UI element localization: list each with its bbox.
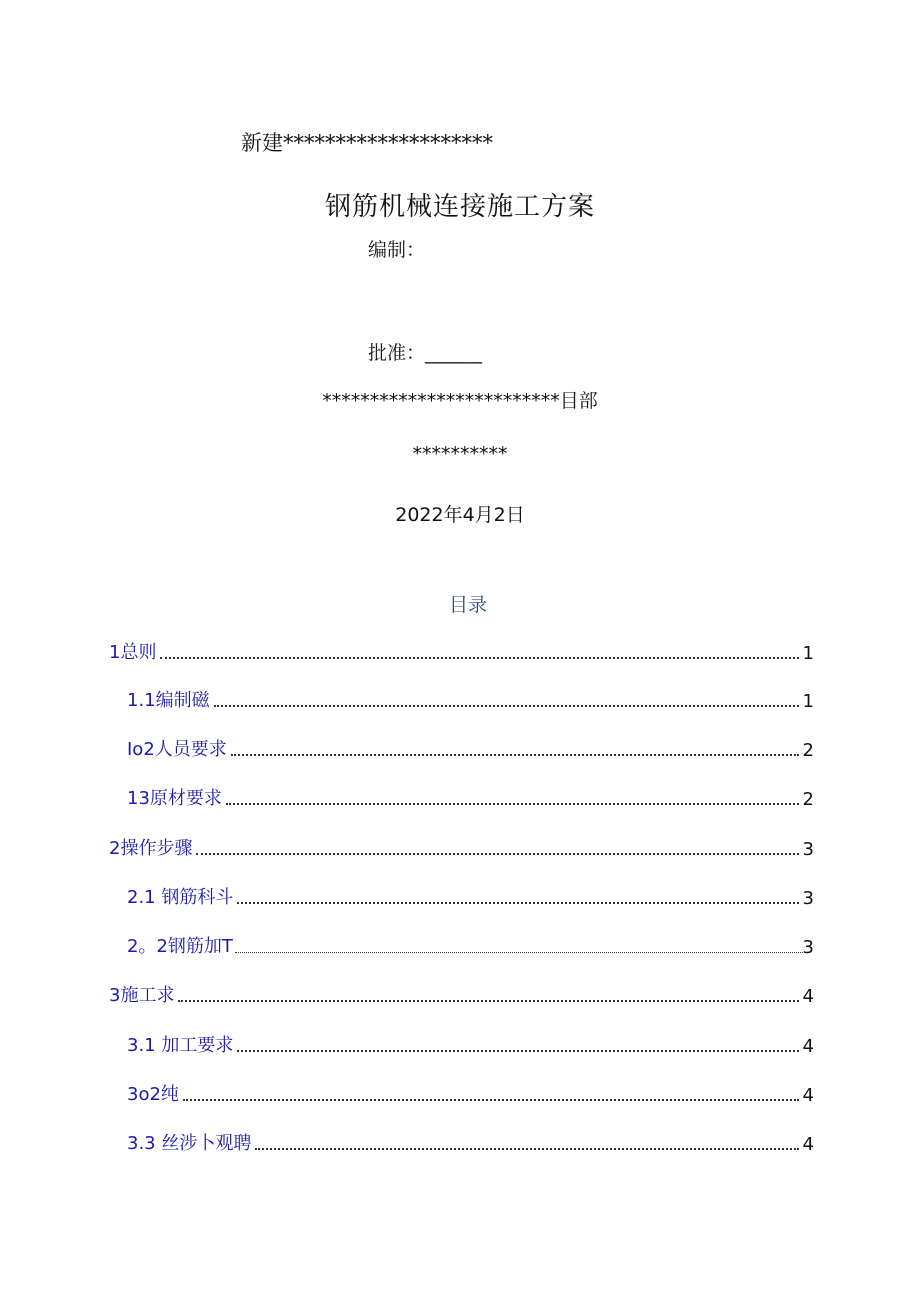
approved-by-field: 批准：______ bbox=[368, 342, 483, 364]
dot-leader bbox=[255, 1148, 798, 1150]
toc-entry-label: 3.3 丝涉卜观聘 bbox=[127, 1133, 252, 1154]
dot-leader bbox=[160, 657, 798, 659]
toc-entry-page: 4 bbox=[802, 1085, 814, 1106]
toc-entry[interactable] bbox=[127, 786, 814, 810]
toc-entry[interactable] bbox=[127, 885, 814, 909]
toc-entry-label: 3施工求 bbox=[109, 985, 175, 1006]
toc-entry[interactable] bbox=[127, 1033, 814, 1057]
dot-leader bbox=[183, 1099, 799, 1101]
toc-entry-page: 3 bbox=[802, 937, 814, 958]
toc-entry-label: Io2人员要求 bbox=[127, 739, 227, 760]
document-date: 2022年4月2日 bbox=[395, 504, 525, 526]
toc-heading: 目录 bbox=[448, 594, 487, 616]
toc-entry-label: 2.1 钢筋科斗 bbox=[127, 887, 234, 908]
toc-entry-label: 1总则 bbox=[109, 642, 157, 663]
toc-entry[interactable] bbox=[127, 1131, 814, 1155]
toc-entry[interactable] bbox=[127, 688, 814, 712]
toc-entry[interactable] bbox=[109, 983, 814, 1007]
project-name-line: 新建******************** bbox=[241, 131, 493, 155]
masked-line: ********** bbox=[412, 443, 508, 465]
toc-entry[interactable] bbox=[127, 737, 814, 761]
compiled-by-field: 编制： bbox=[368, 239, 426, 261]
toc-entry-page: 2 bbox=[802, 789, 814, 810]
toc-entry-label: 3.1 加工要求 bbox=[127, 1035, 234, 1056]
toc-entry-page: 3 bbox=[802, 839, 814, 860]
dot-leader bbox=[237, 1050, 798, 1052]
dot-leader bbox=[178, 1000, 798, 1002]
toc-entry[interactable] bbox=[127, 1082, 814, 1106]
toc-entry-label: 2操作步骤 bbox=[109, 838, 193, 859]
dot-leader bbox=[196, 853, 798, 855]
toc-entry-label: 2。2钢筋加T bbox=[127, 936, 233, 957]
toc-entry[interactable] bbox=[109, 640, 814, 664]
toc-entry-page: 4 bbox=[802, 1036, 814, 1057]
dot-leader bbox=[235, 952, 803, 953]
toc-entry-page: 4 bbox=[802, 986, 814, 1007]
toc-entry-page: 2 bbox=[802, 740, 814, 761]
dot-leader bbox=[226, 803, 799, 805]
toc-entry-page: 1 bbox=[802, 643, 814, 664]
document-title: 钢筋机械连接施工方案 bbox=[324, 192, 595, 222]
department-line: *************************目部 bbox=[322, 390, 598, 412]
toc-entry-page: 1 bbox=[802, 691, 814, 712]
dot-leader bbox=[231, 754, 799, 756]
toc-entry-page: 4 bbox=[802, 1134, 814, 1155]
toc-entry-page: 3 bbox=[802, 888, 814, 909]
dot-leader bbox=[214, 705, 799, 707]
toc-entry[interactable] bbox=[127, 934, 814, 958]
dot-leader bbox=[237, 902, 798, 904]
toc-entry-label: 3o2纯 bbox=[127, 1084, 179, 1105]
toc-entry-label: 1.1编制磁 bbox=[127, 690, 210, 711]
toc-entry[interactable] bbox=[109, 836, 814, 860]
toc-entry-label: 13原材要求 bbox=[127, 788, 222, 809]
